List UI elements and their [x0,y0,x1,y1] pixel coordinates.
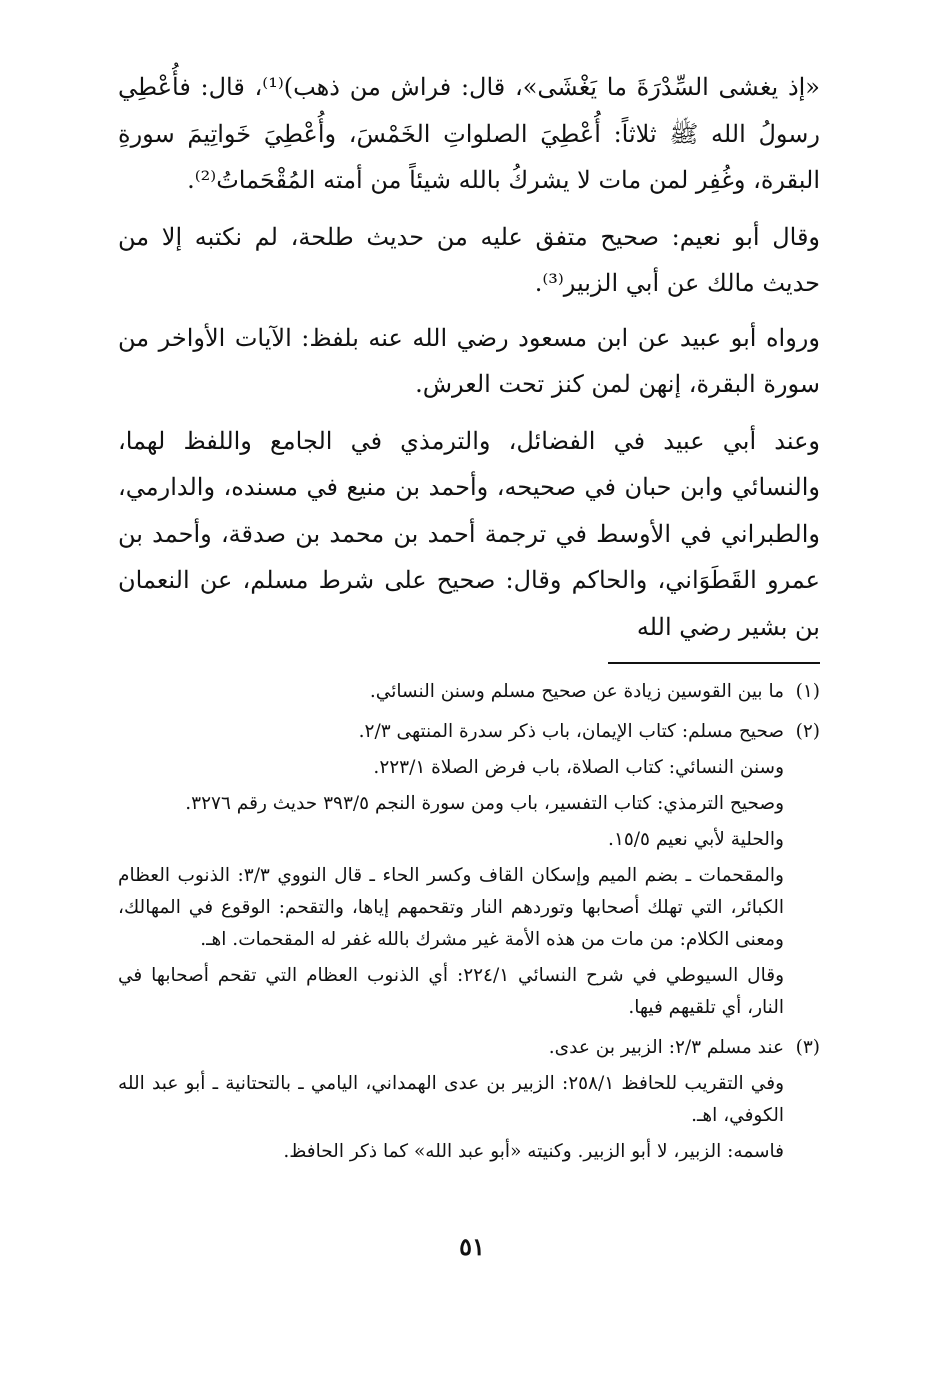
page-number: ٥١ [459,1232,485,1261]
footnote-text: وسنن النسائي: كتاب الصلاة، باب فرض الصلاة ٢٢٣/١. [373,757,784,778]
footnote-separator [608,662,820,664]
footnote-number: (١) [795,681,820,702]
footnotes [118,676,820,1172]
footnote-number: (٢) [795,721,820,742]
paragraph: «إذ يغشى السِّدْرَةَ ما يَغْشَى»، قال: فراش من ذهب)⁽¹⁾، قال: فأُعْطِي رسولُ الله ﷺ ثلاثاً: أُعْطِيَ الصلواتِ الخَمْسَ، وأُعْطِيَ خَواتِيمَ سورةِ البقرة، وغُفِر لمن مات لا يشركُ بالله شيئاً من أمته المُقْحَماتُ⁽²⁾. [118,73,820,194]
footnote-text: وصحيح الترمذي: كتاب التفسير، باب ومن سورة النجم ٣٩٣/٥ حديث رقم ٣٢٧٦. [185,793,784,814]
paragraph: وعند أبي عبيد في الفضائل، والترمذي في الجامع واللفظ لهما، والنسائي وابن حبان في صحيحه، وأحمد بن منيع في مسنده، والدارمي، والطبراني في الأوسط في ترجمة أحمد بن محمد بن صدقة، وأحمد بن عمرو القَطَوَاني، والحاكم وقال: صحيح على شرط مسلم، عن النعمان بن بشير رضي الله [118,426,820,641]
footnote-text: والمقحمات ـ بضم الميم وإسكان القاف وكسر الحاء ـ قال النووي ٣/٣: الذنوب العظام الكبائر، التي تهلك أصحابها وتوردهم النار وتقحمهم إياها، والتقحم: الوقوع في المهالك، ومعنى الكلام: من مات من هذه الأمة غير مشرك بالله غفر له المقحمات. اهـ. [118,865,784,950]
footnote-text: وقال السيوطي في شرح النسائي ٢٢٤/١: أي الذنوب العظام التي تقحم أصحابها في النار، أي تلقيهم فيها. [118,965,785,1018]
paragraph: ورواه أبو عبيد عن ابن مسعود رضي الله عنه بلفظ: الآيات الأواخر من سورة البقرة، إنهن لمن كنز تحت العرش. [118,323,820,398]
footnote-body [118,716,784,1028]
footnote-text: وفي التقريب للحافظ ٢٥٨/١: الزبير بن عدى الهمداني، اليامي ـ بالتحتانية ـ أبو عبد الله الكوفي، اهـ. [118,1073,785,1126]
main-text [118,64,820,650]
footnote-body [118,676,784,712]
footnote-body [118,1032,784,1172]
footnote-text: عند مسلم ٢/٣: الزبير بن عدى. [548,1037,784,1058]
footnote-3 [118,1032,820,1172]
footnote-text: والحلية لأبي نعيم ١٥/٥. [608,829,784,850]
page-content [118,64,820,1176]
footnote-2 [118,716,820,1028]
footnote-number: (٣) [795,1037,820,1058]
footnote-text: ما بين القوسين زيادة عن صحيح مسلم وسنن النسائي. [369,681,784,702]
footnote-1 [118,676,820,712]
footnote-text: صحيح مسلم: كتاب الإيمان، باب ذكر سدرة المنتهى ٢/٣. [358,721,784,742]
footnote-text: فاسمه: الزبير، لا أبو الزبير. وكنيته «أبو عبد الله» كما ذكر الحافظ. [283,1141,784,1162]
paragraph: وقال أبو نعيم: صحيح متفق عليه من حديث طلحة، لم نكتبه إلا من حديث مالك عن أبي الزبير⁽³⁾. [118,222,820,297]
